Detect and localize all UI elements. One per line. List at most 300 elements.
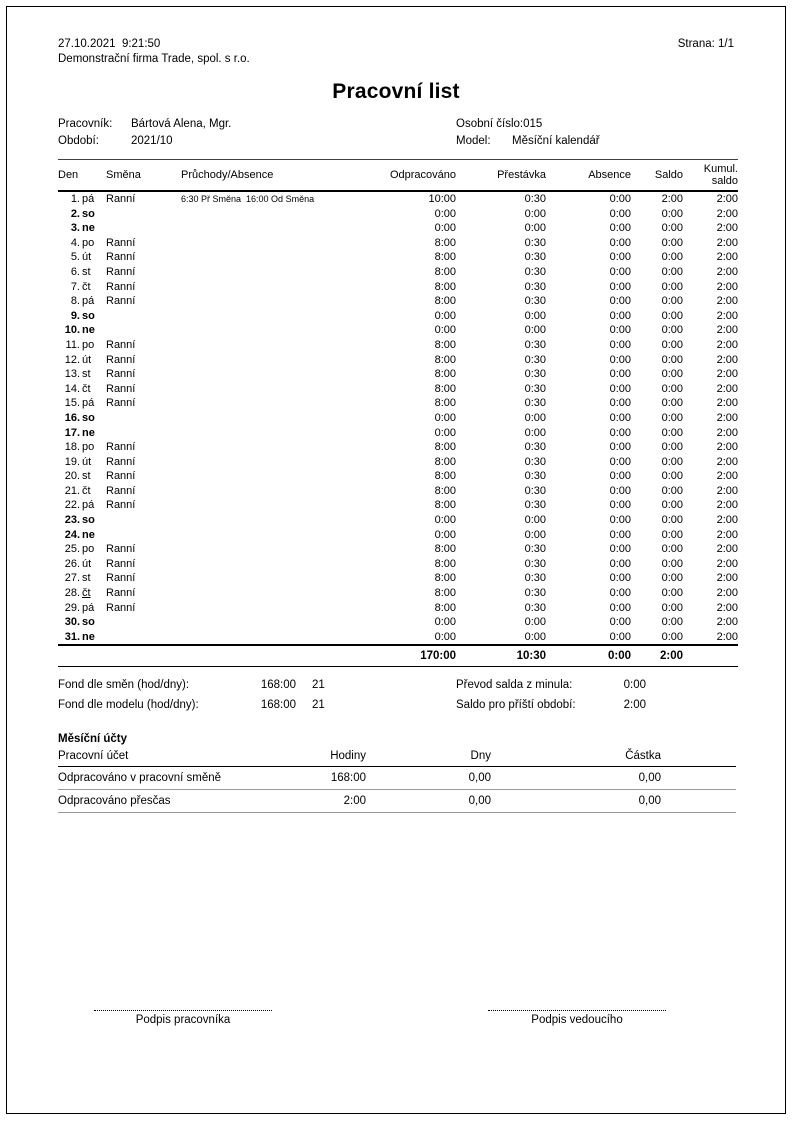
break-cell: 0:30 <box>524 193 546 205</box>
shift-cell: Ranní <box>106 280 136 293</box>
worked-cell: 8:00 <box>434 543 456 556</box>
account-amount-cell: 0,00 <box>491 767 661 790</box>
model-label: Model: <box>456 135 491 147</box>
next-saldo-label: Saldo pro příští období: <box>456 699 576 712</box>
passes-cell <box>181 250 376 265</box>
day-cell: 25. po <box>64 543 95 556</box>
fund-shifts-label: Fond dle směn (hod/dny): <box>58 679 190 692</box>
model-value: Měsíční kalendář <box>512 135 600 147</box>
break-cell: 0:30 <box>524 368 546 381</box>
worked-cell: 8:00 <box>434 484 456 497</box>
shift-cell: Ranní <box>106 338 136 351</box>
saldo-cell: 0:00 <box>661 368 683 381</box>
cum-saldo-cell: 2:00 <box>716 557 738 570</box>
account-name-cell: Odpracováno v pracovní směně <box>58 767 296 790</box>
shift-cell <box>106 528 181 543</box>
personal-number-value: 015 <box>523 118 543 130</box>
absence-cell: 0:00 <box>609 470 631 483</box>
break-cell: 0:30 <box>524 353 546 366</box>
cum-saldo-cell: 2:00 <box>716 353 738 366</box>
summary-row-shifts <box>58 675 734 695</box>
saldo-cell: 0:00 <box>661 572 683 585</box>
worked-cell: 10:00 <box>428 193 456 205</box>
cum-saldo-cell: 2:00 <box>716 397 738 410</box>
summary-row-model <box>58 695 734 715</box>
timesheet-totals <box>58 645 738 667</box>
passes-cell <box>181 498 376 513</box>
timesheet-table <box>58 159 738 667</box>
passes-cell: 6:30 Př Směna 16:00 Od Směna <box>181 194 315 204</box>
signature-line-manager <box>488 1002 666 1011</box>
passes-cell <box>181 323 376 338</box>
worked-cell: 8:00 <box>434 295 456 308</box>
cum-saldo-cell: 2:00 <box>716 295 738 308</box>
absence-cell: 0:00 <box>609 587 631 600</box>
day-cell: 5. út <box>70 251 92 264</box>
shift-cell: Ranní <box>106 397 136 410</box>
timesheet-row <box>58 571 738 586</box>
shift-cell: Ranní <box>106 499 136 512</box>
timesheet-row <box>58 382 738 397</box>
absence-cell: 0:00 <box>609 426 631 439</box>
cum-saldo-cell: 2:00 <box>716 280 738 293</box>
worked-cell: 0:00 <box>434 324 456 337</box>
timesheet-row <box>58 207 738 222</box>
timesheet-body <box>58 191 738 645</box>
carry-label: Převod salda z minula: <box>456 679 573 692</box>
cum-saldo-cell: 2:00 <box>716 441 738 454</box>
saldo-cell: 0:00 <box>661 397 683 410</box>
cum-saldo-cell: 2:00 <box>716 528 738 541</box>
day-cell: 3. ne <box>70 222 95 235</box>
shift-cell: Ranní <box>106 353 136 366</box>
break-cell: 0:30 <box>524 543 546 556</box>
break-cell: 0:00 <box>524 411 546 424</box>
worked-cell: 0:00 <box>434 630 456 643</box>
shift-cell: Ranní <box>106 368 136 381</box>
absence-cell: 0:00 <box>609 543 631 556</box>
shift-cell <box>106 630 181 646</box>
timesheet-row <box>58 498 738 513</box>
day-cell: 7. čt <box>70 280 91 293</box>
signature-label-manager: Podpis vedoucího <box>531 1014 623 1026</box>
shift-cell: Ranní <box>106 572 136 585</box>
timesheet-row <box>58 440 738 455</box>
cum-saldo-cell: 2:00 <box>716 514 738 527</box>
next-saldo-value: 2:00 <box>623 699 646 712</box>
absence-cell: 0:00 <box>609 324 631 337</box>
timesheet-row <box>58 557 738 572</box>
saldo-cell: 0:00 <box>661 543 683 556</box>
shift-cell: Ranní <box>106 382 136 395</box>
passes-cell <box>181 571 376 586</box>
col-header-kumul-saldo: Kumul. saldo <box>683 160 738 192</box>
cum-saldo-cell: 2:00 <box>716 222 738 235</box>
total-break: 10:30 <box>456 645 546 667</box>
cum-saldo-cell: 2:00 <box>716 309 738 322</box>
passes-cell <box>181 382 376 397</box>
timesheet-row <box>58 338 738 353</box>
shift-cell <box>106 207 181 222</box>
break-cell: 0:30 <box>524 470 546 483</box>
break-cell: 0:30 <box>524 441 546 454</box>
absence-cell: 0:00 <box>609 295 631 308</box>
shift-cell <box>106 309 181 324</box>
day-cell: 19. út <box>64 455 92 468</box>
passes-cell <box>181 353 376 368</box>
passes-cell <box>181 367 376 382</box>
monthly-accounts-title: Měsíční účty <box>58 733 128 746</box>
saldo-cell: 0:00 <box>661 587 683 600</box>
timesheet-row <box>58 265 738 280</box>
signature-label-worker: Podpis pracovníka <box>135 1014 231 1026</box>
day-cell: 15. pá <box>64 397 95 410</box>
timesheet-header <box>58 160 738 192</box>
timesheet-row <box>58 586 738 601</box>
shift-cell: Ranní <box>106 251 136 264</box>
break-cell: 0:30 <box>524 601 546 614</box>
total-worked: 170:00 <box>376 645 456 667</box>
passes-cell <box>181 630 376 646</box>
saldo-cell: 0:00 <box>661 455 683 468</box>
saldo-cell: 0:00 <box>661 280 683 293</box>
shift-cell <box>106 426 181 441</box>
saldo-cell: 0:00 <box>661 484 683 497</box>
break-cell: 0:30 <box>524 572 546 585</box>
cum-saldo-cell: 2:00 <box>716 193 738 205</box>
account-days-cell: 0,00 <box>366 767 491 790</box>
summary-block <box>58 675 734 715</box>
passes-cell <box>181 440 376 455</box>
worked-cell: 8:00 <box>434 441 456 454</box>
worked-cell: 0:00 <box>434 514 456 527</box>
report-title: Pracovní list <box>332 80 460 103</box>
worked-cell: 8:00 <box>434 280 456 293</box>
passes-cell <box>181 528 376 543</box>
signature-line-worker <box>94 1002 272 1011</box>
account-row <box>58 767 736 790</box>
saldo-cell: 0:00 <box>661 470 683 483</box>
break-cell: 0:30 <box>524 338 546 351</box>
worked-cell: 8:00 <box>434 557 456 570</box>
shift-cell: Ranní <box>106 295 136 308</box>
absence-cell: 0:00 <box>609 441 631 454</box>
passes-cell <box>181 338 376 353</box>
personal-number-label: Osobní číslo: <box>456 118 524 130</box>
saldo-cell: 0:00 <box>661 207 683 220</box>
worked-cell: 0:00 <box>434 222 456 235</box>
worked-cell: 8:00 <box>434 572 456 585</box>
day-cell: 29. pá <box>64 601 95 614</box>
saldo-cell: 0:00 <box>661 353 683 366</box>
worked-cell: 8:00 <box>434 353 456 366</box>
absence-cell: 0:00 <box>609 514 631 527</box>
monthly-accounts-table <box>58 747 736 813</box>
timesheet-row <box>58 323 738 338</box>
shift-cell <box>106 221 181 236</box>
saldo-cell: 0:00 <box>661 236 683 249</box>
worked-cell: 8:00 <box>434 236 456 249</box>
timesheet-row <box>58 455 738 470</box>
saldo-cell: 0:00 <box>661 324 683 337</box>
passes-cell <box>181 426 376 441</box>
shift-cell: Ranní <box>106 441 136 454</box>
absence-cell: 0:00 <box>609 382 631 395</box>
total-absence: 0:00 <box>546 645 631 667</box>
account-days-cell: 0,00 <box>366 790 491 813</box>
worked-cell: 0:00 <box>434 309 456 322</box>
worked-cell: 8:00 <box>434 265 456 278</box>
acc-col-ucet: Pracovní účet <box>58 747 296 767</box>
worked-cell: 0:00 <box>434 528 456 541</box>
cum-saldo-cell: 2:00 <box>716 470 738 483</box>
shift-cell: Ranní <box>106 193 136 205</box>
info-block <box>58 116 734 150</box>
absence-cell: 0:00 <box>609 236 631 249</box>
break-cell: 0:30 <box>524 265 546 278</box>
shift-cell: Ranní <box>106 587 136 600</box>
day-cell: 11. po <box>65 338 95 351</box>
day-cell: 16. so <box>64 411 95 424</box>
break-cell: 0:00 <box>524 528 546 541</box>
cum-saldo-cell: 2:00 <box>716 484 738 497</box>
day-cell: 26. út <box>64 557 92 570</box>
passes-cell <box>181 615 376 630</box>
break-cell: 0:30 <box>524 251 546 264</box>
timesheet-row <box>58 396 738 411</box>
timesheet-row <box>58 469 738 484</box>
cum-saldo-cell: 2:00 <box>716 630 738 643</box>
col-header-prestavka: Přestávka <box>456 160 546 192</box>
day-cell: 12. út <box>64 353 92 366</box>
worked-cell: 8:00 <box>434 470 456 483</box>
day-cell: 21. čt <box>64 484 91 497</box>
report-page <box>6 6 786 1114</box>
break-cell: 0:30 <box>524 397 546 410</box>
timesheet-row <box>58 221 738 236</box>
break-cell: 0:30 <box>524 557 546 570</box>
absence-cell: 0:00 <box>609 280 631 293</box>
break-cell: 0:30 <box>524 499 546 512</box>
break-cell: 0:00 <box>524 324 546 337</box>
break-cell: 0:00 <box>524 222 546 235</box>
day-cell: 18. po <box>64 441 95 454</box>
account-hours-cell: 2:00 <box>296 790 366 813</box>
saldo-cell: 0:00 <box>661 411 683 424</box>
shift-cell: Ranní <box>106 265 136 278</box>
accounts-body <box>58 767 736 813</box>
absence-cell: 0:00 <box>609 309 631 322</box>
absence-cell: 0:00 <box>609 338 631 351</box>
cum-saldo-cell: 2:00 <box>716 587 738 600</box>
timesheet-row <box>58 309 738 324</box>
account-hours-cell: 168:00 <box>296 767 366 790</box>
worker-label: Pracovník: <box>58 118 113 130</box>
saldo-cell: 0:00 <box>661 222 683 235</box>
day-cell: 10. ne <box>64 324 95 337</box>
cum-saldo-cell: 2:00 <box>716 616 738 629</box>
timesheet-row <box>58 601 738 616</box>
absence-cell: 0:00 <box>609 353 631 366</box>
acc-col-hodiny: Hodiny <box>296 747 366 767</box>
acc-col-castka: Částka <box>491 747 661 767</box>
absence-cell: 0:00 <box>609 397 631 410</box>
worked-cell: 0:00 <box>434 426 456 439</box>
worked-cell: 8:00 <box>434 382 456 395</box>
day-cell: 28. čt <box>64 587 91 600</box>
saldo-cell: 0:00 <box>661 630 683 643</box>
break-cell: 0:30 <box>524 295 546 308</box>
cum-saldo-cell: 2:00 <box>716 382 738 395</box>
acc-col-dny: Dny <box>366 747 491 767</box>
timesheet-row <box>58 250 738 265</box>
absence-cell: 0:00 <box>609 630 631 643</box>
passes-cell <box>181 309 376 324</box>
break-cell: 0:00 <box>524 426 546 439</box>
cum-saldo-cell: 2:00 <box>716 411 738 424</box>
cum-saldo-cell: 2:00 <box>716 207 738 220</box>
timesheet-row <box>58 528 738 543</box>
day-cell: 8. pá <box>70 295 95 308</box>
worked-cell: 8:00 <box>434 601 456 614</box>
break-cell: 0:30 <box>524 484 546 497</box>
saldo-cell: 0:00 <box>661 441 683 454</box>
shift-cell: Ranní <box>106 557 136 570</box>
fund-shifts-days: 21 <box>312 679 325 692</box>
absence-cell: 0:00 <box>609 222 631 235</box>
timesheet-row <box>58 294 738 309</box>
worked-cell: 8:00 <box>434 499 456 512</box>
timesheet-row <box>58 484 738 499</box>
report-header <box>58 37 734 67</box>
day-cell: 22. pá <box>64 499 95 512</box>
cum-saldo-cell: 2:00 <box>716 499 738 512</box>
break-cell: 0:30 <box>524 382 546 395</box>
day-cell: 30. so <box>64 616 95 629</box>
passes-cell <box>181 207 376 222</box>
passes-cell <box>181 221 376 236</box>
col-header-pruchody: Průchody/Absence <box>181 160 376 192</box>
shift-cell: Ranní <box>106 484 136 497</box>
day-cell: 20. st <box>64 470 91 483</box>
cum-saldo-cell: 2:00 <box>716 368 738 381</box>
shift-cell <box>106 323 181 338</box>
signature-block-worker <box>94 1002 272 1026</box>
day-cell: 17. ne <box>64 426 95 439</box>
passes-cell <box>181 557 376 572</box>
day-cell: 1. pá <box>70 193 95 205</box>
absence-cell: 0:00 <box>609 572 631 585</box>
worked-cell: 0:00 <box>434 616 456 629</box>
saldo-cell: 0:00 <box>661 295 683 308</box>
absence-cell: 0:00 <box>609 251 631 264</box>
account-amount-cell: 0,00 <box>491 790 661 813</box>
cum-saldo-cell: 2:00 <box>716 543 738 556</box>
saldo-cell: 0:00 <box>661 616 683 629</box>
break-cell: 0:00 <box>524 616 546 629</box>
saldo-cell: 0:00 <box>661 265 683 278</box>
shift-cell <box>106 513 181 528</box>
shift-cell: Ranní <box>106 236 136 249</box>
shift-cell: Ranní <box>106 470 136 483</box>
cum-saldo-cell: 2:00 <box>716 236 738 249</box>
account-row <box>58 790 736 813</box>
day-cell: 27. st <box>64 572 91 585</box>
info-row-period <box>58 133 734 150</box>
absence-cell: 0:00 <box>609 616 631 629</box>
day-cell: 9. so <box>70 309 95 322</box>
timesheet-row <box>58 236 738 251</box>
absence-cell: 0:00 <box>609 368 631 381</box>
report-datetime: 27.10.2021 9:21:50 <box>58 38 161 50</box>
absence-cell: 0:00 <box>609 265 631 278</box>
passes-cell <box>181 280 376 295</box>
absence-cell: 0:00 <box>609 601 631 614</box>
break-cell: 0:30 <box>524 236 546 249</box>
report-header-left <box>58 37 250 67</box>
worked-cell: 8:00 <box>434 368 456 381</box>
cum-saldo-cell: 2:00 <box>716 572 738 585</box>
passes-cell <box>181 455 376 470</box>
absence-cell: 0:00 <box>609 557 631 570</box>
fund-model-hours: 168:00 <box>260 699 296 712</box>
shift-cell <box>106 411 181 426</box>
passes-cell <box>181 484 376 499</box>
saldo-cell: 0:00 <box>661 557 683 570</box>
cum-saldo-cell: 2:00 <box>716 338 738 351</box>
break-cell: 0:00 <box>524 514 546 527</box>
accounts-header <box>58 747 736 767</box>
saldo-cell: 2:00 <box>661 193 683 205</box>
day-cell: 4. po <box>70 236 95 249</box>
passes-cell <box>181 542 376 557</box>
day-cell: 23. so <box>64 514 95 527</box>
break-cell: 0:00 <box>524 630 546 643</box>
worked-cell: 0:00 <box>434 207 456 220</box>
absence-cell: 0:00 <box>609 207 631 220</box>
timesheet-row <box>58 191 738 207</box>
saldo-cell: 0:00 <box>661 338 683 351</box>
passes-cell <box>181 265 376 280</box>
absence-cell: 0:00 <box>609 528 631 541</box>
passes-cell <box>181 294 376 309</box>
saldo-cell: 0:00 <box>661 499 683 512</box>
day-cell: 31. ne <box>64 630 95 643</box>
passes-cell <box>181 396 376 411</box>
timesheet-row <box>58 280 738 295</box>
timesheet-row <box>58 411 738 426</box>
absence-cell: 0:00 <box>609 455 631 468</box>
saldo-cell: 0:00 <box>661 601 683 614</box>
day-cell: 2. so <box>70 207 95 220</box>
timesheet-row <box>58 542 738 557</box>
break-cell: 0:30 <box>524 280 546 293</box>
account-name-cell: Odpracováno přesčas <box>58 790 296 813</box>
col-header-smena: Směna <box>106 160 181 192</box>
total-saldo: 2:00 <box>631 645 683 667</box>
info-row-worker <box>58 116 734 133</box>
passes-cell <box>181 411 376 426</box>
timesheet-row <box>58 513 738 528</box>
fund-model-days: 21 <box>312 699 325 712</box>
fund-shifts-hours: 168:00 <box>260 679 296 692</box>
saldo-cell: 0:00 <box>661 426 683 439</box>
saldo-cell: 0:00 <box>661 309 683 322</box>
timesheet-row <box>58 367 738 382</box>
cum-saldo-cell: 2:00 <box>716 265 738 278</box>
timesheet-row <box>58 426 738 441</box>
timesheet-row <box>58 353 738 368</box>
